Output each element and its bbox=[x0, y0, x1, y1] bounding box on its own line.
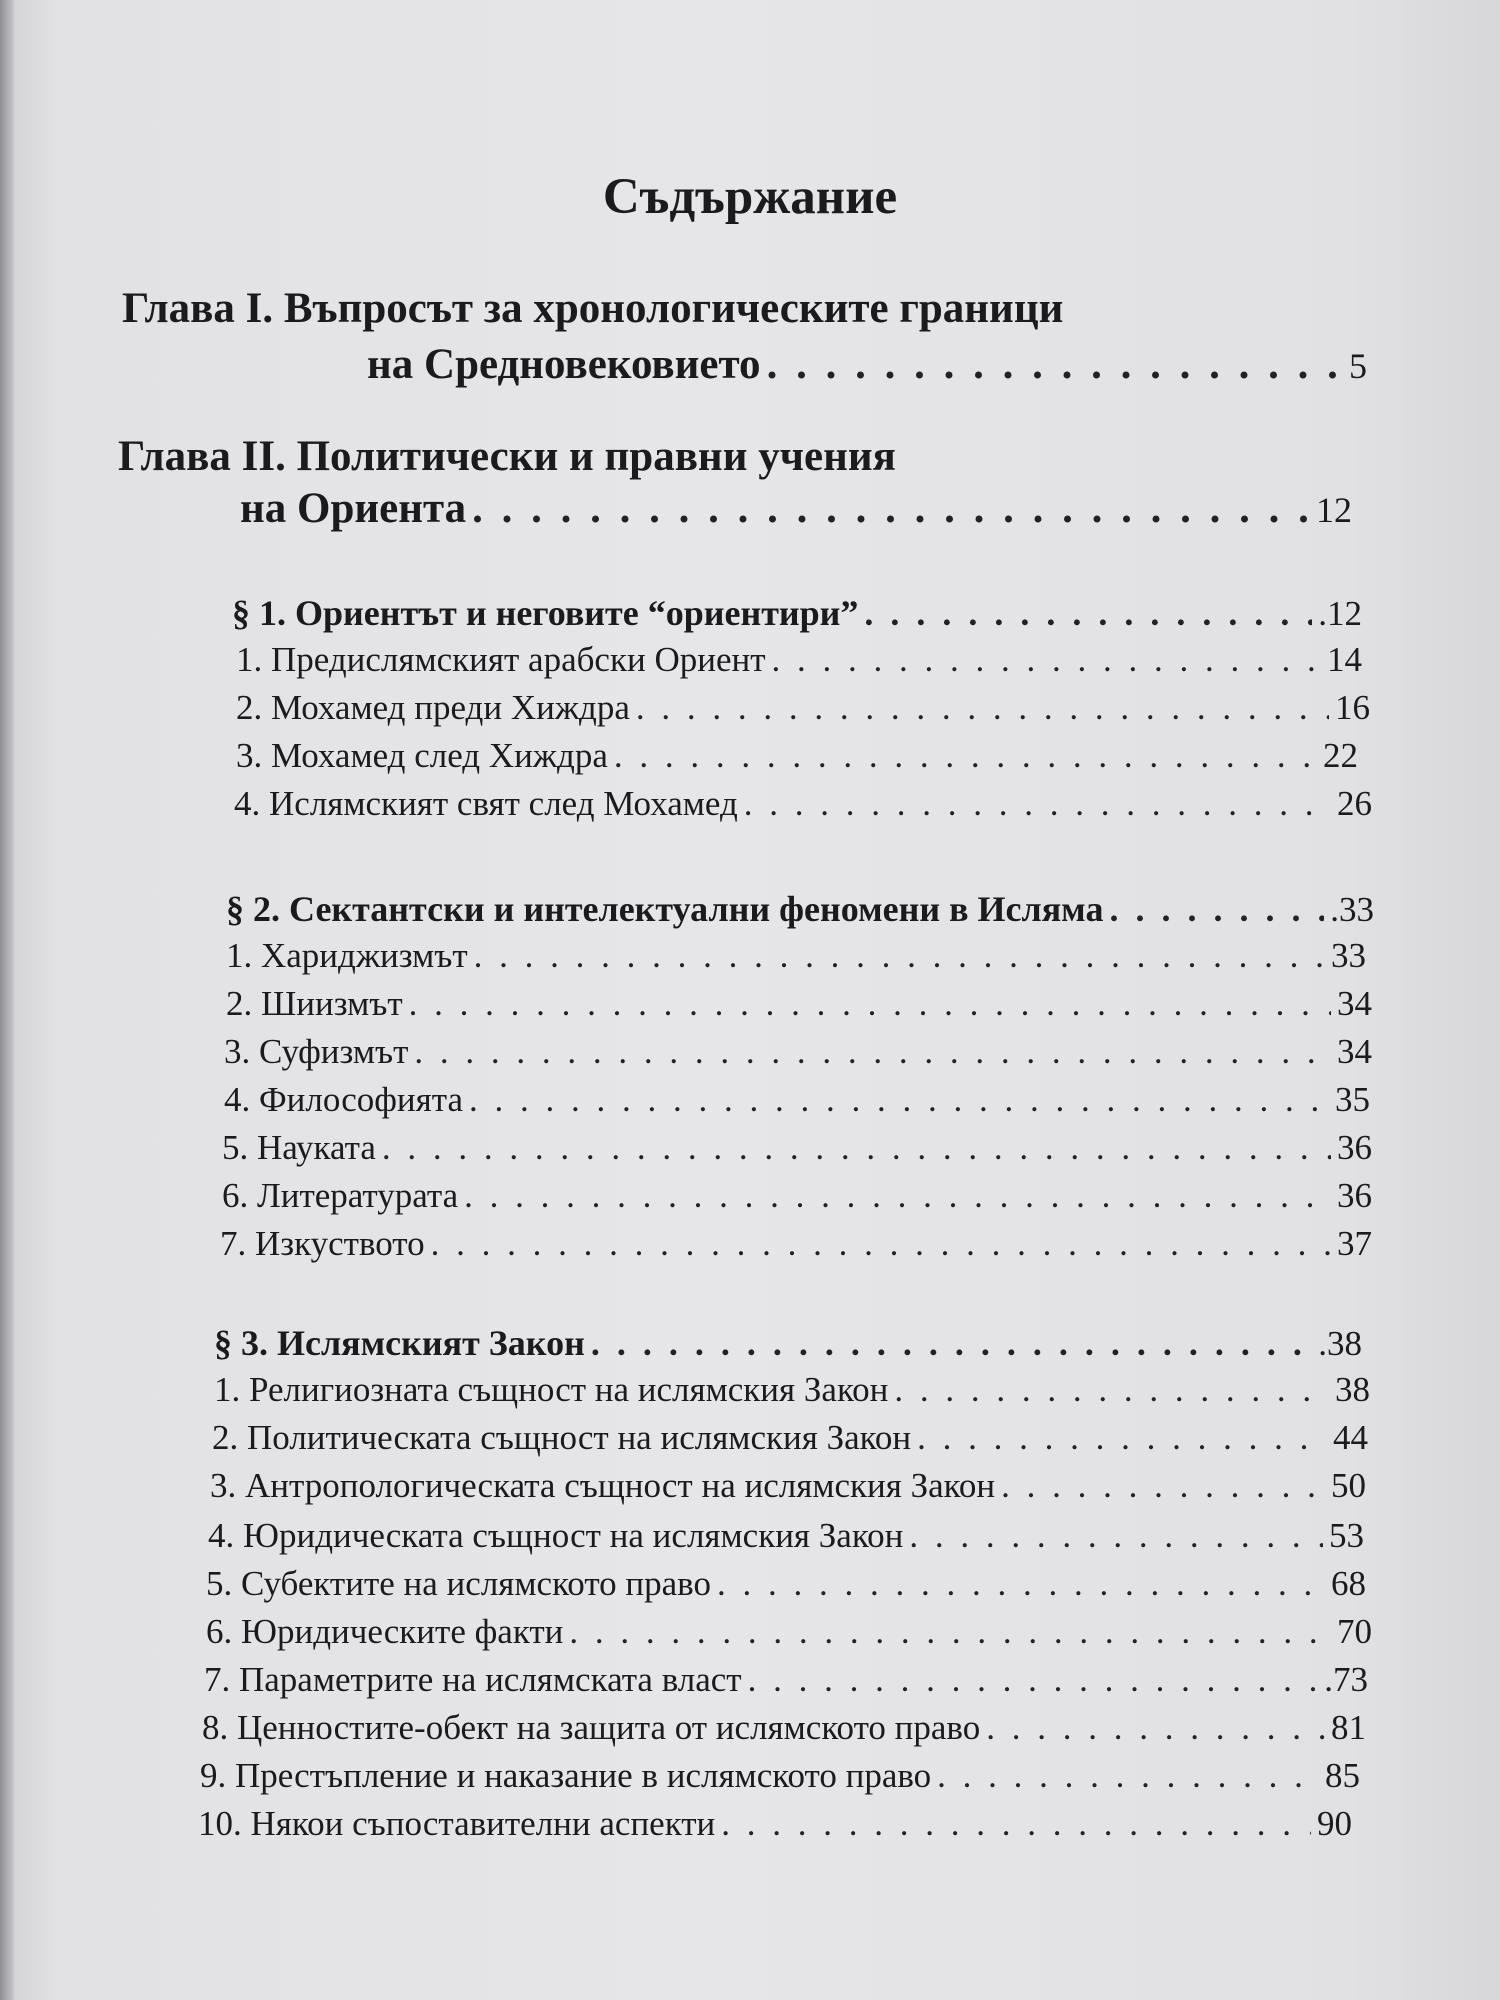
toc-item-label: 4. Философията bbox=[224, 1080, 464, 1119]
toc-item-label: 3. Антропологическата същност на ислямския Закон bbox=[210, 1466, 996, 1505]
toc-item-label: 3. Мохамед след Хиждра bbox=[236, 736, 608, 775]
toc-item[interactable] bbox=[224, 1032, 1372, 1080]
toc-item[interactable] bbox=[214, 1370, 1370, 1418]
page-number: 50 bbox=[1331, 1466, 1366, 1505]
toc-item-label: 5. Субектите на ислямското право bbox=[206, 1564, 711, 1603]
toc-item[interactable] bbox=[204, 1660, 1368, 1708]
toc-item-label: 2. Политическата същност на ислямския Закон bbox=[212, 1418, 912, 1457]
page-number: 70 bbox=[1337, 1612, 1372, 1651]
page-number: 33 bbox=[1331, 936, 1366, 975]
dot-leader bbox=[414, 1032, 1331, 1072]
dot-leader bbox=[721, 1804, 1311, 1844]
page-title: Съдържание bbox=[602, 169, 898, 225]
section-2-heading[interactable] bbox=[226, 888, 1374, 936]
toc-item[interactable] bbox=[208, 1516, 1364, 1564]
dot-leader bbox=[591, 1322, 1312, 1364]
toc-item-label: 7. Параметрите на ислямската власт bbox=[204, 1660, 742, 1699]
page-number: 35 bbox=[1335, 1080, 1370, 1119]
dot-leader bbox=[767, 340, 1343, 389]
toc-item-label: 8. Ценностите-обект на защита от ислямското право bbox=[202, 1708, 981, 1747]
dot-leader bbox=[614, 736, 1317, 776]
dot-leader bbox=[744, 784, 1331, 824]
dot-leader bbox=[1001, 1466, 1325, 1506]
page-number: .73 bbox=[1324, 1660, 1368, 1699]
page-number: 12 bbox=[1316, 490, 1352, 530]
toc-item-label: 2. Мохамед преди Хиждра bbox=[236, 688, 630, 727]
dot-leader bbox=[917, 1418, 1327, 1458]
dot-leader bbox=[864, 592, 1312, 634]
page-number: 85 bbox=[1325, 1756, 1360, 1795]
dot-leader bbox=[569, 1612, 1331, 1652]
page-number: 81 bbox=[1331, 1708, 1366, 1747]
chapter-2-entry[interactable] bbox=[240, 484, 1352, 540]
dot-leader bbox=[986, 1708, 1325, 1748]
toc-item-label: 7. Изкуството bbox=[220, 1224, 425, 1263]
toc-item[interactable] bbox=[206, 1564, 1366, 1612]
dot-leader bbox=[382, 1128, 1331, 1168]
dot-leader bbox=[431, 1224, 1331, 1264]
toc-item-label: 1. Хариджизмът bbox=[226, 936, 468, 975]
toc-item-label: 6. Юридическите факти bbox=[206, 1612, 564, 1651]
page-number: 26 bbox=[1337, 784, 1372, 823]
toc-item-label: 3. Суфизмът bbox=[224, 1032, 409, 1071]
toc-item[interactable] bbox=[212, 1418, 1368, 1466]
dot-leader bbox=[909, 1516, 1323, 1556]
toc-item-label: 9. Престъпление и наказание в ислямското право bbox=[200, 1756, 932, 1795]
toc-item[interactable] bbox=[202, 1708, 1366, 1756]
toc-item[interactable] bbox=[200, 1756, 1360, 1804]
toc-item[interactable] bbox=[222, 1176, 1372, 1224]
toc-item[interactable] bbox=[222, 1128, 1372, 1176]
dot-leader bbox=[1109, 888, 1324, 930]
page-number: 14 bbox=[1327, 640, 1362, 679]
page-number: 36 bbox=[1337, 1128, 1372, 1167]
toc-item-label: 10. Някои съпоставителни аспекти bbox=[198, 1804, 716, 1843]
toc-item[interactable] bbox=[226, 936, 1366, 984]
toc-item[interactable] bbox=[206, 1612, 1372, 1660]
chapter-2-title-line2: на Ориента bbox=[240, 485, 467, 532]
page-number: 5 bbox=[1349, 346, 1367, 386]
section-heading-label: § 2. Сектантски и интелектуални феномени в Исляма bbox=[226, 889, 1104, 929]
page-number: 34 bbox=[1337, 1032, 1372, 1071]
section-1-heading[interactable] bbox=[232, 592, 1362, 640]
toc-item[interactable] bbox=[210, 1466, 1366, 1514]
page-number: 90 bbox=[1317, 1804, 1352, 1843]
toc-item-label: 6. Литературата bbox=[222, 1176, 459, 1215]
dot-leader bbox=[474, 936, 1325, 976]
dot-leader bbox=[894, 1370, 1329, 1410]
page-number: .33 bbox=[1330, 890, 1374, 929]
dot-leader bbox=[772, 640, 1321, 680]
section-heading-label: § 3. Ислямският Закон bbox=[214, 1323, 585, 1363]
dot-leader bbox=[748, 1660, 1319, 1700]
chapter-1-entry[interactable] bbox=[367, 340, 1367, 396]
toc-item-label: 5. Науката bbox=[222, 1128, 376, 1167]
toc-item-label: 4. Ислямският свят след Мохамед bbox=[234, 784, 738, 823]
toc-item[interactable] bbox=[198, 1804, 1352, 1852]
section-3-heading[interactable] bbox=[214, 1322, 1362, 1370]
toc-item-label: 2. Шиизмът bbox=[226, 984, 403, 1023]
page-number: 37 bbox=[1337, 1224, 1372, 1263]
chapter-1-title-line1: Глава I. Въпросът за хронологическите граници bbox=[122, 285, 1064, 332]
page-number: 16 bbox=[1335, 688, 1370, 727]
toc-item[interactable] bbox=[226, 984, 1372, 1032]
dot-leader bbox=[717, 1564, 1325, 1604]
dot-leader bbox=[636, 688, 1329, 728]
page-number: .12 bbox=[1318, 594, 1362, 633]
page-number: 34 bbox=[1337, 984, 1372, 1023]
toc-item-label: 4. Юридическата същност на ислямския Закон bbox=[208, 1516, 904, 1555]
page-number: 36 bbox=[1337, 1176, 1372, 1215]
dot-leader bbox=[937, 1756, 1319, 1796]
toc-item-label: 1. Предислямският арабски Ориент bbox=[236, 640, 766, 679]
page-number: 22 bbox=[1323, 736, 1358, 775]
toc-item-label: 1. Религиозната същност на ислямския Закон bbox=[214, 1370, 889, 1409]
page-number: 38 bbox=[1335, 1370, 1370, 1409]
page-number: 53 bbox=[1329, 1516, 1364, 1555]
toc-item[interactable] bbox=[224, 1080, 1370, 1128]
chapter-1-title-line2: на Средновековието bbox=[367, 341, 761, 388]
page-number: 44 bbox=[1333, 1418, 1368, 1457]
spine-shadow bbox=[0, 0, 14, 2000]
dot-leader bbox=[409, 984, 1331, 1024]
toc-item[interactable] bbox=[236, 640, 1362, 688]
toc-item[interactable] bbox=[234, 784, 1372, 832]
chapter-2-title-line1: Глава II. Политически и правни учения bbox=[118, 433, 896, 480]
toc-item[interactable] bbox=[236, 736, 1358, 784]
dot-leader bbox=[469, 1080, 1329, 1120]
page-number: 68 bbox=[1331, 1564, 1366, 1603]
dot-leader bbox=[472, 484, 1310, 533]
toc-item[interactable] bbox=[236, 688, 1370, 736]
toc-item[interactable] bbox=[220, 1224, 1372, 1272]
page-number: .38 bbox=[1318, 1324, 1362, 1363]
dot-leader bbox=[464, 1176, 1331, 1216]
section-heading-label: § 1. Ориентът и неговите “ориентири” bbox=[232, 593, 859, 633]
